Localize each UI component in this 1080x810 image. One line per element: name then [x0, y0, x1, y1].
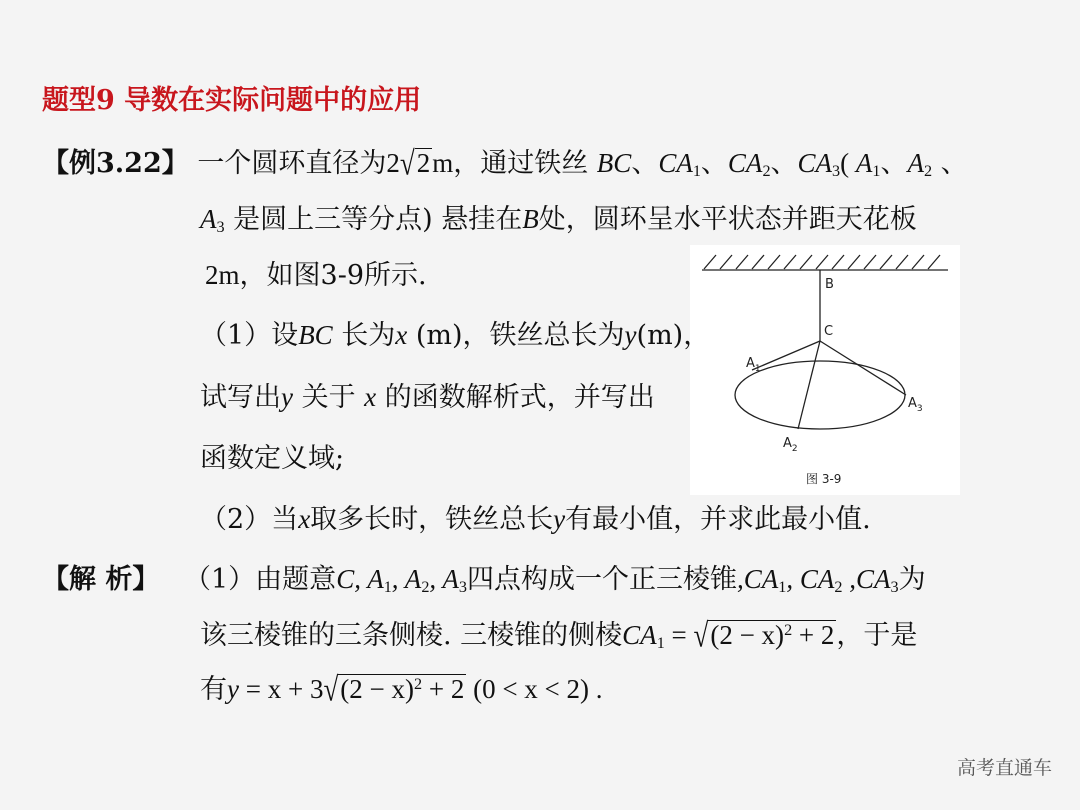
question-2: （2）当x取多长时，铁丝总长y有最小值，并求此最小值. — [200, 504, 871, 535]
wire-ca2 — [798, 341, 820, 429]
section-title: 题型9 导数在实际问题中的应用 — [42, 85, 422, 116]
example-line-3: 2m，如图3-9所示. — [205, 260, 427, 291]
watermark: 高考直通车 — [956, 757, 1052, 779]
figure-caption: 图 3-9 — [806, 472, 842, 486]
solution-label: 【解 析】 — [42, 564, 160, 595]
figure-3-9 — [690, 245, 960, 495]
radical-sign: √ — [399, 144, 415, 182]
solution-line-3: 有$y = x + 3√(2 - x)^2 + 2$ (0 < x < 2) . — [200, 672, 603, 707]
wire-ca1 — [752, 341, 820, 370]
label-a3: $A_3$ — [908, 396, 923, 414]
radicand: $(2 - x)^2 + 2$ — [340, 674, 465, 704]
solution-line-1: 【解 析】 （1）由题意C, $A_1$, $A_2$, $A_3$四点构成一个正三棱锥$,CA_1$, $CA_2$ $,CA_3$为 — [42, 564, 926, 597]
label-c: C — [824, 324, 834, 339]
example-line-2: $A_3$ 是圆上三等分点) 悬挂在B处，圆环呈水平状态并距天花板 — [200, 204, 917, 237]
question-1-line-3: 函数定义域; — [200, 443, 345, 474]
radicand: 2 — [416, 148, 431, 178]
question-1-line-1: （1）设BC 长为x (m)，铁丝总长为y(m)， — [200, 320, 711, 351]
example-label: 【例3.22】 — [42, 148, 189, 179]
label-b: B — [825, 277, 834, 292]
radical-sign: √ — [323, 670, 339, 708]
radical-sign: √ — [693, 616, 709, 654]
label-a1: $A_1$ — [746, 356, 761, 374]
radicand: $(2 - x)^2 + 2$ — [710, 620, 835, 650]
ceiling-hatching — [704, 255, 940, 269]
question-1-line-2: 试写出y 关于 x 的函数解析式，并写出 — [200, 382, 655, 413]
label-a2: $A_2$ — [783, 436, 798, 454]
solution-line-2: 该三棱锥的三条侧棱. 三棱锥的侧棱$CA_1 = √(2 - x)^2 + 2$，于是 — [200, 618, 917, 653]
example-line-1: 【例3.22】 一个圆环直径为2√2m，通过铁丝 BC、$CA_1$、$CA_2$、$CA_3$( $A_1$、$A_2$ 、 — [42, 146, 968, 181]
wire-ca3 — [820, 341, 906, 395]
